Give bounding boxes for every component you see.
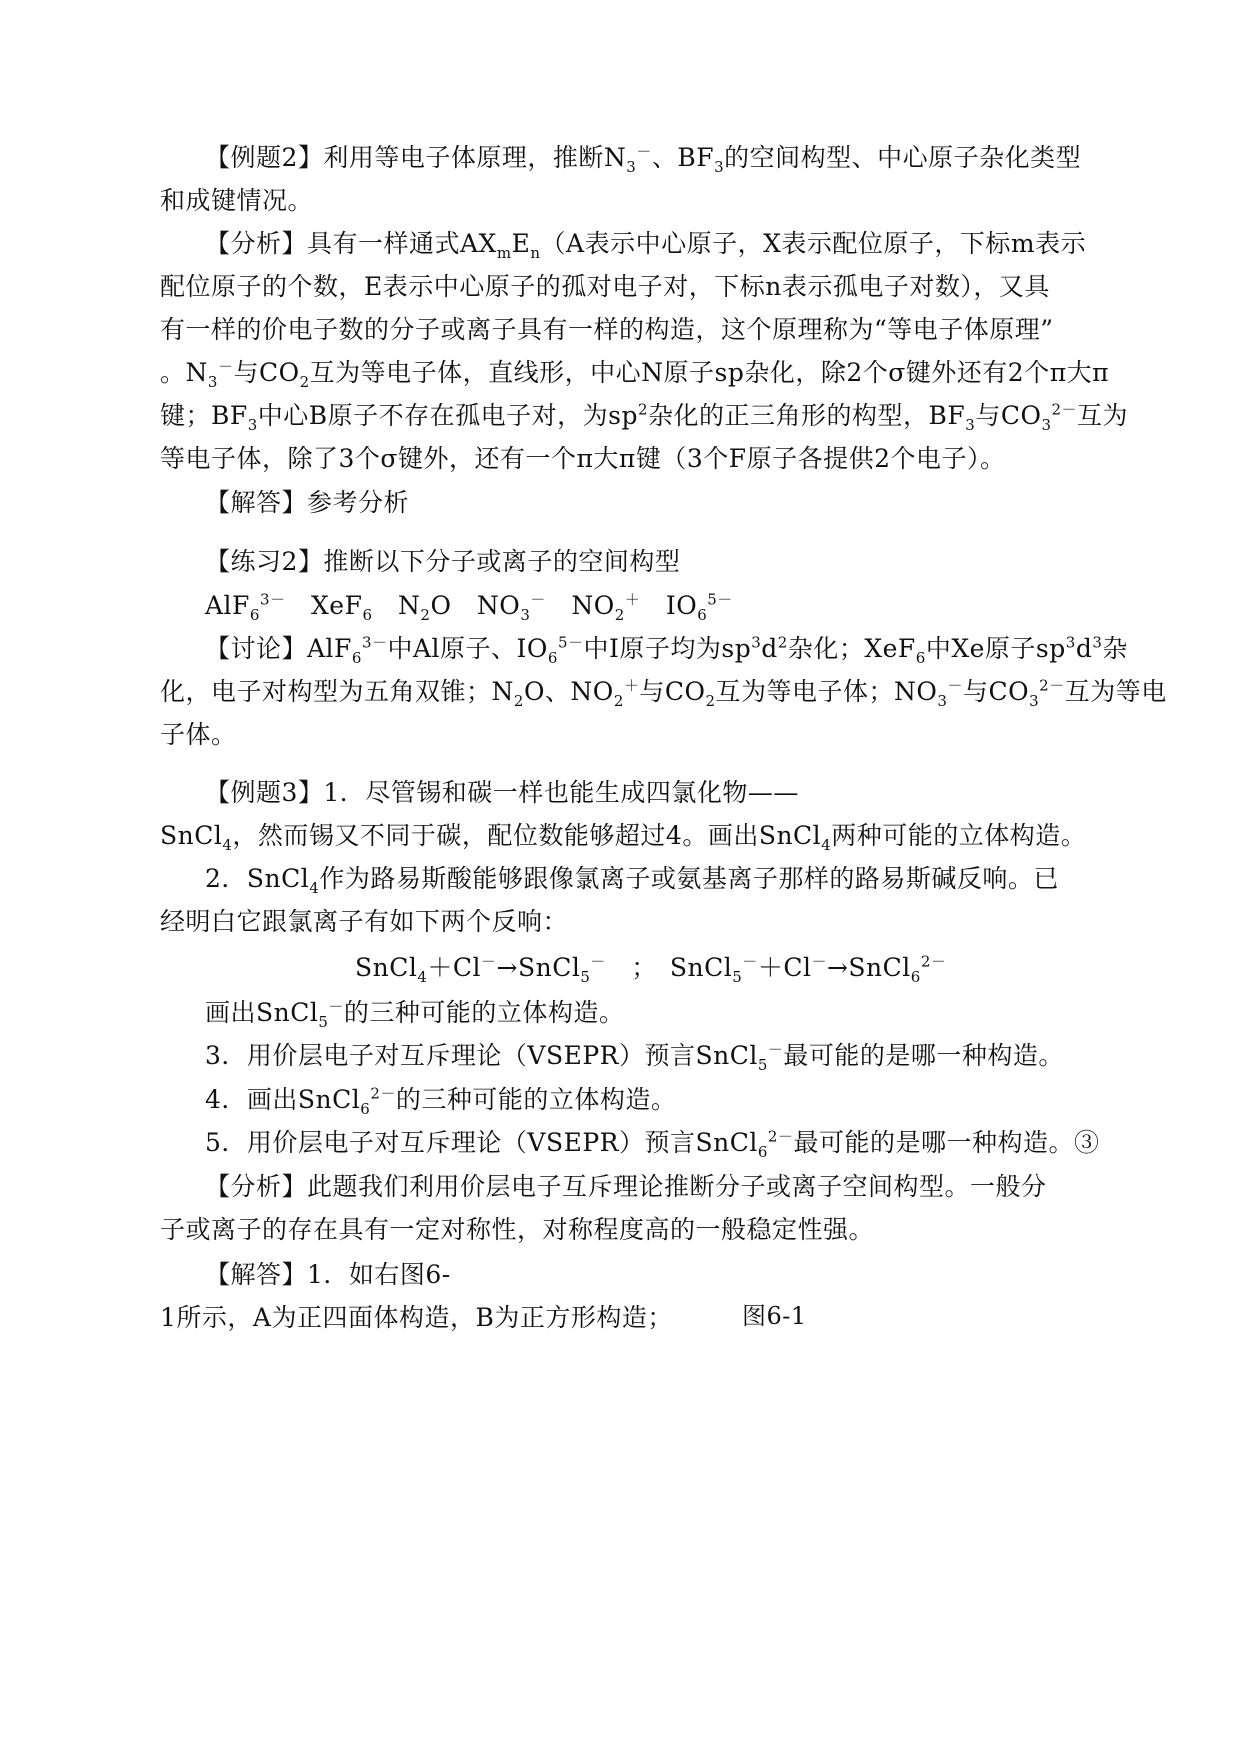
text-line xyxy=(160,271,1050,303)
text-span: － xyxy=(947,676,963,695)
text-span: 子或离子的存在具有一定对称性，对称程度高的一般稳定性强。 xyxy=(160,1215,875,1244)
text-span: 杂化的正三角形的构型，BF xyxy=(648,401,966,430)
text-line xyxy=(205,1259,451,1291)
text-span: 3 xyxy=(247,416,258,434)
text-span: 。N xyxy=(160,358,208,387)
text-span: 【练习2】推断以下分子或离子的空间构型 xyxy=(205,547,681,576)
text-line xyxy=(205,1127,1099,1159)
text-span: 6 xyxy=(351,649,362,667)
text-span: 4 xyxy=(222,836,233,854)
text-span: 、BF xyxy=(651,143,715,172)
text-span: ＋ xyxy=(623,676,640,695)
text-span: 的空间构型、中心原子杂化类型 xyxy=(724,143,1082,172)
text-span: SnCl xyxy=(355,953,418,982)
text-span: － xyxy=(530,590,546,609)
text-span: N xyxy=(372,591,421,620)
text-span: 【例题3】1．尽管锡和碳一样也能生成四氯化物—— xyxy=(205,778,799,807)
text-span: →SnCl xyxy=(826,953,911,982)
text-span: 与CO xyxy=(962,677,1030,706)
text-span: 杂 xyxy=(1102,634,1128,663)
text-span: 中心B原子不存在孤电子对，为sp xyxy=(257,401,638,430)
text-span: － xyxy=(590,952,606,971)
text-span: － xyxy=(811,952,827,971)
text-line xyxy=(160,314,1054,346)
text-span: 与CO xyxy=(233,358,300,387)
text-line xyxy=(355,952,946,984)
text-span: 2 xyxy=(299,373,310,391)
text-span: 2．SnCl xyxy=(205,864,310,893)
text-span: 5 xyxy=(757,1056,768,1074)
text-span: ＋Cl xyxy=(427,953,482,982)
text-span: AlF xyxy=(205,591,250,620)
text-span: 5－ xyxy=(557,633,584,652)
text-span: 6 xyxy=(697,606,708,624)
text-span: 2 xyxy=(637,400,649,419)
text-span: 等电子体，除了3个σ键外，还有一个π大π键（3个F原子各提供2个电子）。 xyxy=(160,444,1006,473)
text-span: 6 xyxy=(757,1143,768,1161)
text-span: 2 xyxy=(613,692,624,710)
text-span: 6 xyxy=(362,606,373,624)
text-span: 6 xyxy=(249,606,260,624)
text-span: 的三种可能的立体构造。 xyxy=(343,998,625,1027)
text-span: 中Al原子、IO xyxy=(387,634,548,663)
text-span: 4．画出SnCl xyxy=(205,1085,361,1114)
text-span: 5－ xyxy=(707,590,733,609)
text-line xyxy=(205,997,624,1029)
text-span: 3 xyxy=(207,373,218,391)
text-span: 5．用价层电子对互斥理论（VSEPR）预言SnCl xyxy=(205,1128,758,1157)
text-line xyxy=(205,487,409,519)
text-span: 2 xyxy=(777,633,788,652)
text-span: NO xyxy=(545,591,615,620)
text-span: 【分析】具有一样通式AX xyxy=(205,229,497,258)
text-line xyxy=(205,142,1081,174)
text-span: 2 xyxy=(614,606,625,624)
text-span: （A表示中心原子，X表示配位原子，下标m表示 xyxy=(540,229,1087,258)
text-span: － xyxy=(217,357,234,376)
text-span: 【讨论】AlF xyxy=(205,634,352,663)
text-span: 中Xe原子sp xyxy=(925,634,1066,663)
text-span: 3 xyxy=(1029,692,1040,710)
text-line xyxy=(160,1214,874,1246)
text-span: 与CO xyxy=(975,401,1042,430)
text-span: － xyxy=(328,997,344,1016)
text-span: － xyxy=(636,142,652,161)
text-line xyxy=(160,357,1109,389)
text-span: 3 xyxy=(520,606,531,624)
text-span: 与CO xyxy=(639,677,706,706)
text-span: 作为路易斯酸能够跟像氯离子或氨基离子那样的路易斯碱反响。已 xyxy=(319,864,1059,893)
text-span: 4 xyxy=(309,879,320,897)
text-span: 2－ xyxy=(767,1127,794,1146)
text-span: 最可能的是哪一种构造。③ xyxy=(793,1128,1100,1157)
text-span: 配位原子的个数，E表示中心原子的孤对电子对，下标n表示孤电子对数），又具 xyxy=(160,272,1050,301)
text-line xyxy=(160,676,1167,708)
text-span: 1所示，A为正四面体构造，B为正方形构造； xyxy=(160,1303,673,1332)
text-span: 2－ xyxy=(1039,676,1065,695)
text-span: 2 xyxy=(705,692,716,710)
text-line xyxy=(160,1302,673,1334)
text-span: 3－ xyxy=(259,590,286,609)
text-span: 互为等电 xyxy=(1064,677,1167,706)
text-span: 中I原子均为sp xyxy=(583,634,752,663)
text-span: 3 xyxy=(751,633,762,652)
text-span: 3 xyxy=(626,158,637,176)
text-span: m xyxy=(496,244,512,262)
text-line xyxy=(160,719,237,751)
text-line xyxy=(205,1084,676,1116)
text-span: 2 xyxy=(513,692,524,710)
text-span: － xyxy=(481,952,497,971)
text-span: 3 xyxy=(1092,633,1103,652)
text-span: SnCl xyxy=(160,821,223,850)
text-span: ； SnCl xyxy=(605,953,733,982)
text-span: n xyxy=(530,244,541,262)
text-span: O、NO xyxy=(523,677,614,706)
text-span: 杂化；XeF xyxy=(787,634,916,663)
text-span: 互为等电子体；NO xyxy=(715,677,938,706)
text-span: 5 xyxy=(732,968,743,986)
text-span: － xyxy=(767,1040,784,1059)
text-span: 和成键情况。 xyxy=(160,186,314,215)
text-span: 最可能的是哪一种构造。 xyxy=(783,1041,1064,1070)
text-line xyxy=(205,1040,1064,1072)
text-span: d xyxy=(761,634,778,663)
text-span: 3 xyxy=(937,692,948,710)
text-span: 互为 xyxy=(1077,401,1129,430)
text-span: 2－ xyxy=(920,952,947,971)
text-span: 经明白它跟氯离子有如下两个反响： xyxy=(160,907,569,936)
text-span: 【分析】此题我们利用价层电子互斥理论推断分子或离子空间构型。一般分 xyxy=(205,1172,1047,1201)
figure-caption: 图6-1 xyxy=(742,1302,807,1330)
text-span: O NO xyxy=(430,591,521,620)
text-span: 4 xyxy=(417,968,428,986)
text-span: 画出SnCl xyxy=(205,998,319,1027)
text-span: 6 xyxy=(915,649,926,667)
text-span: 化，电子对构型为五角双锥；N xyxy=(160,677,514,706)
text-span: 5 xyxy=(580,968,591,986)
text-span: 有一样的价电子数的分子或离子具有一样的构造，这个原理称为“等电子体原理” xyxy=(160,315,1054,344)
text-line xyxy=(205,590,733,622)
text-span: XeF xyxy=(285,591,363,620)
text-span: 的三种可能的立体构造。 xyxy=(395,1085,677,1114)
text-span: － xyxy=(742,952,758,971)
text-span: →SnCl xyxy=(496,953,581,982)
text-span: 【解答】参考分析 xyxy=(205,488,410,517)
text-line xyxy=(160,820,1086,852)
text-span: 4 xyxy=(821,836,832,854)
text-span: IO xyxy=(640,591,698,620)
text-span: d xyxy=(1075,634,1093,663)
text-span: 3 xyxy=(1065,633,1076,652)
text-span: ＋ xyxy=(624,590,641,609)
text-span: 3 xyxy=(1041,416,1052,434)
text-span: 6 xyxy=(360,1100,371,1118)
text-span: 【例题2】利用等电子体原理，推断N xyxy=(205,143,627,172)
text-span: 3．用价层电子对互斥理论（VSEPR）预言SnCl xyxy=(205,1041,758,1070)
text-line xyxy=(205,1171,1047,1203)
text-span: 2 xyxy=(420,606,431,624)
text-span: 2－ xyxy=(1051,400,1078,419)
text-line xyxy=(205,633,1128,665)
text-span: 3 xyxy=(714,158,725,176)
text-line xyxy=(160,906,568,938)
text-line xyxy=(160,185,313,217)
text-span: 3 xyxy=(965,416,976,434)
text-span: ，然而锡又不同于碳，配位数能够超过4。画出SnCl xyxy=(232,821,822,850)
text-span: 2－ xyxy=(370,1084,396,1103)
text-span: ＋Cl xyxy=(757,953,812,982)
text-line xyxy=(205,777,799,809)
text-span: 3－ xyxy=(361,633,388,652)
text-span: 两种可能的立体构造。 xyxy=(831,821,1087,850)
text-line xyxy=(205,863,1059,895)
text-line xyxy=(160,443,1006,475)
text-span: E xyxy=(511,229,531,258)
text-span: 子体。 xyxy=(160,720,237,749)
text-span: 6 xyxy=(910,968,921,986)
text-line xyxy=(205,228,1086,260)
text-span: 键；BF xyxy=(160,401,248,430)
text-span: 【解答】1．如右图6- xyxy=(205,1260,451,1289)
text-span: 5 xyxy=(318,1013,329,1031)
text-line xyxy=(160,400,1128,432)
text-line xyxy=(205,546,680,578)
text-span: 互为等电子体，直线形，中心N原子sp杂化，除2个σ键外还有2个π大π xyxy=(309,358,1110,387)
text-span: 6 xyxy=(547,649,558,667)
